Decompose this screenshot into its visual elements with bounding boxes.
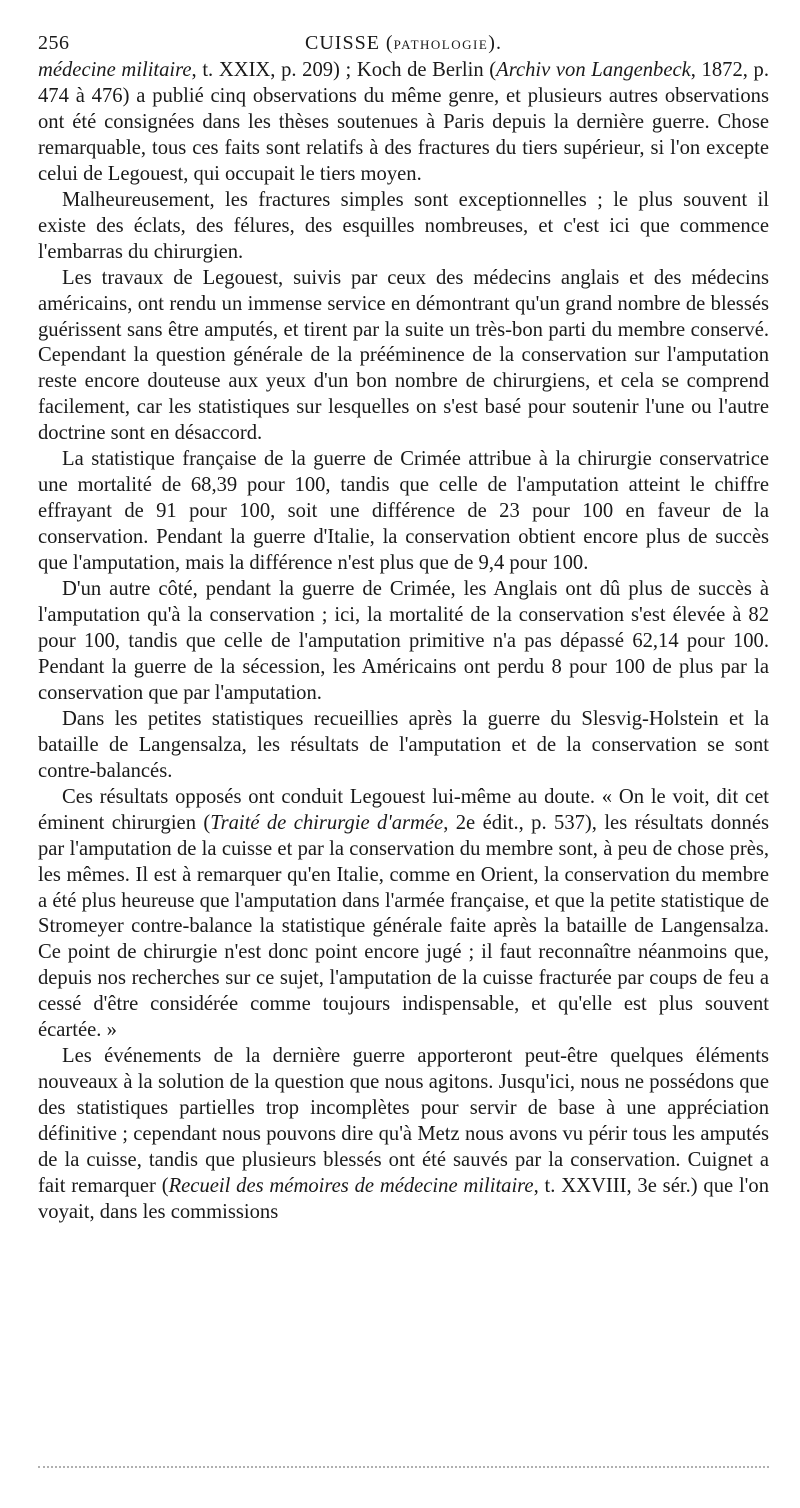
paragraph	[38, 1044, 769, 1226]
text-segment: Les travaux de Legouest, suivis par ceux des médecins anglais et des médecins américains, ont rendu un immense service en démontrant qu'un grand nombre de blessés guérissent sans être amputés, et tirent par la suite un très-bon parti du membre conservé. Cependant la question générale de la prééminence de la conservation sur l'amputation reste encore douteuse aux yeux d'un bon nombre de chirurgiens, et cela se comprend facilement, car les statistiques sur lesquelles on s'est basé pour soutenir l'une ou l'autre doctrine sont en désaccord.	[38, 266, 769, 445]
running-title-paren-close: ).	[488, 32, 502, 54]
paragraph	[38, 785, 769, 1045]
text-segment: Malheureusement, les fractures simples sont exceptionnelles ; le plus souvent il existe des éclats, des félures, des esquilles nombreuses, et c'est ici que commence l'embarras du chirurgien.	[38, 188, 769, 263]
paragraph	[38, 266, 769, 448]
running-title-sub: PATHOLOGIE	[393, 37, 489, 52]
paragraph	[38, 58, 769, 188]
text-segment: Ces résultats opposés ont conduit Legouest lui-même au doute. « On le voit, dit cet éminent chirurgien (	[38, 785, 769, 834]
text-segment: La statistique française de la guerre de Crimée attribue à la chirurgie conservatrice une mortalité de 68,39 pour 100, tandis que celle de l'amputation atteint le chiffre effrayant de 91 pour 100, soit une différence de 23 pour 100 en faveur de la conservation. Pendant la guerre d'Italie, la conservation obtient encore plus de succès que l'amputation, mais la différence n'est plus que de 9,4 pour 100.	[38, 448, 769, 575]
text-segment: Les événements de la dernière guerre apporteront peut-être quelques éléments nouveaux à la solution de la question que nous agitons. Jusqu'ici, nous ne possédons que des statistiques partielles trop incomplètes pour servir de base à une appréciation définitive ; cependant nous pouvons dire qu'à Metz nous avons vu périr tous les amputés de la cuisse, tandis que plusieurs blessés ont été sauvés par la conservation. Cuignet a fait remarquer (	[38, 1045, 769, 1197]
text-segment: , t. XXVIII, 3e sér.) que l'on voyait, dans les commissions	[38, 1174, 769, 1223]
body-text	[38, 58, 769, 1226]
paragraph	[38, 188, 769, 266]
running-title	[38, 30, 769, 58]
text-segment: Dans les petites statistiques recueillies après la guerre du Slesvig-Holstein et la bataille de Langensalza, les résultats de l'amputation et de la conservation se sont contre-balancés.	[38, 707, 769, 782]
page-number: 256	[38, 32, 70, 54]
text-segment: D'un autre côté, pendant la guerre de Crimée, les Anglais ont dû plus de succès à l'amputation qu'à la conservation ; ici, la mortalité de la conservation s'est élevée à 82 pour 100, tandis que celle de l'amputation primitive n'a pas dépassé 62,14 pour 100. Pendant la guerre de la sécession, les Américains ont perdu 8 pour 100 de plus par la conservation que par l'amputation.	[38, 578, 769, 704]
book-page	[38, 0, 769, 1226]
text-segment: , 2e édit., p. 537), les résultats donnés par l'amputation de la cuisse et par la conservation du membre sont, à peu de chose près, les mêmes. Il est à remarquer qu'en Italie, comme en Orient, la conservation du membre a été plus heureuse que l'amputation dans l'armée française, et que la petite statistique de Stromeyer contre-balance la statistique générale faite après la bataille de Langensalza. Ce point de chirurgie n'est donc point encore jugé ; il faut reconnaître néanmoins que, depuis nos recherches sur ce sujet, l'amputation de la cuisse fracturée par coups de feu a cessé d'être considérée comme toujours indispensable, et qu'elle est plus souvent écartée. »	[38, 811, 769, 1042]
text-segment: , t. XXIX, p. 209) ; Koch de Berlin (	[191, 59, 497, 81]
italic-citation: Traité de chirurgie d'armée	[210, 811, 444, 834]
italic-citation: Archiv von Langenbeck	[496, 59, 691, 81]
italic-citation: Recueil des mémoires de médecine militaire	[168, 1174, 534, 1197]
paragraph	[38, 707, 769, 785]
italic-citation: médecine militaire	[38, 59, 192, 81]
running-title-main: CUISSE	[305, 32, 380, 54]
paragraph	[38, 577, 769, 707]
running-header	[38, 30, 769, 60]
running-title-paren-open: (	[379, 32, 394, 54]
paragraph	[38, 447, 769, 577]
footer-rule	[38, 1466, 769, 1472]
text-segment: , 1872, p. 474 à 476) a publié cinq observations du même genre, et plusieurs autres observations ont été consignées dans les thèses soutenues à Paris depuis la dernière guerre. Chose remarquable, tous ces faits sont relatifs à des fractures du tiers supérieur, si l'on excepte celui de Legouest, qui occupait le tiers moyen.	[38, 59, 769, 185]
